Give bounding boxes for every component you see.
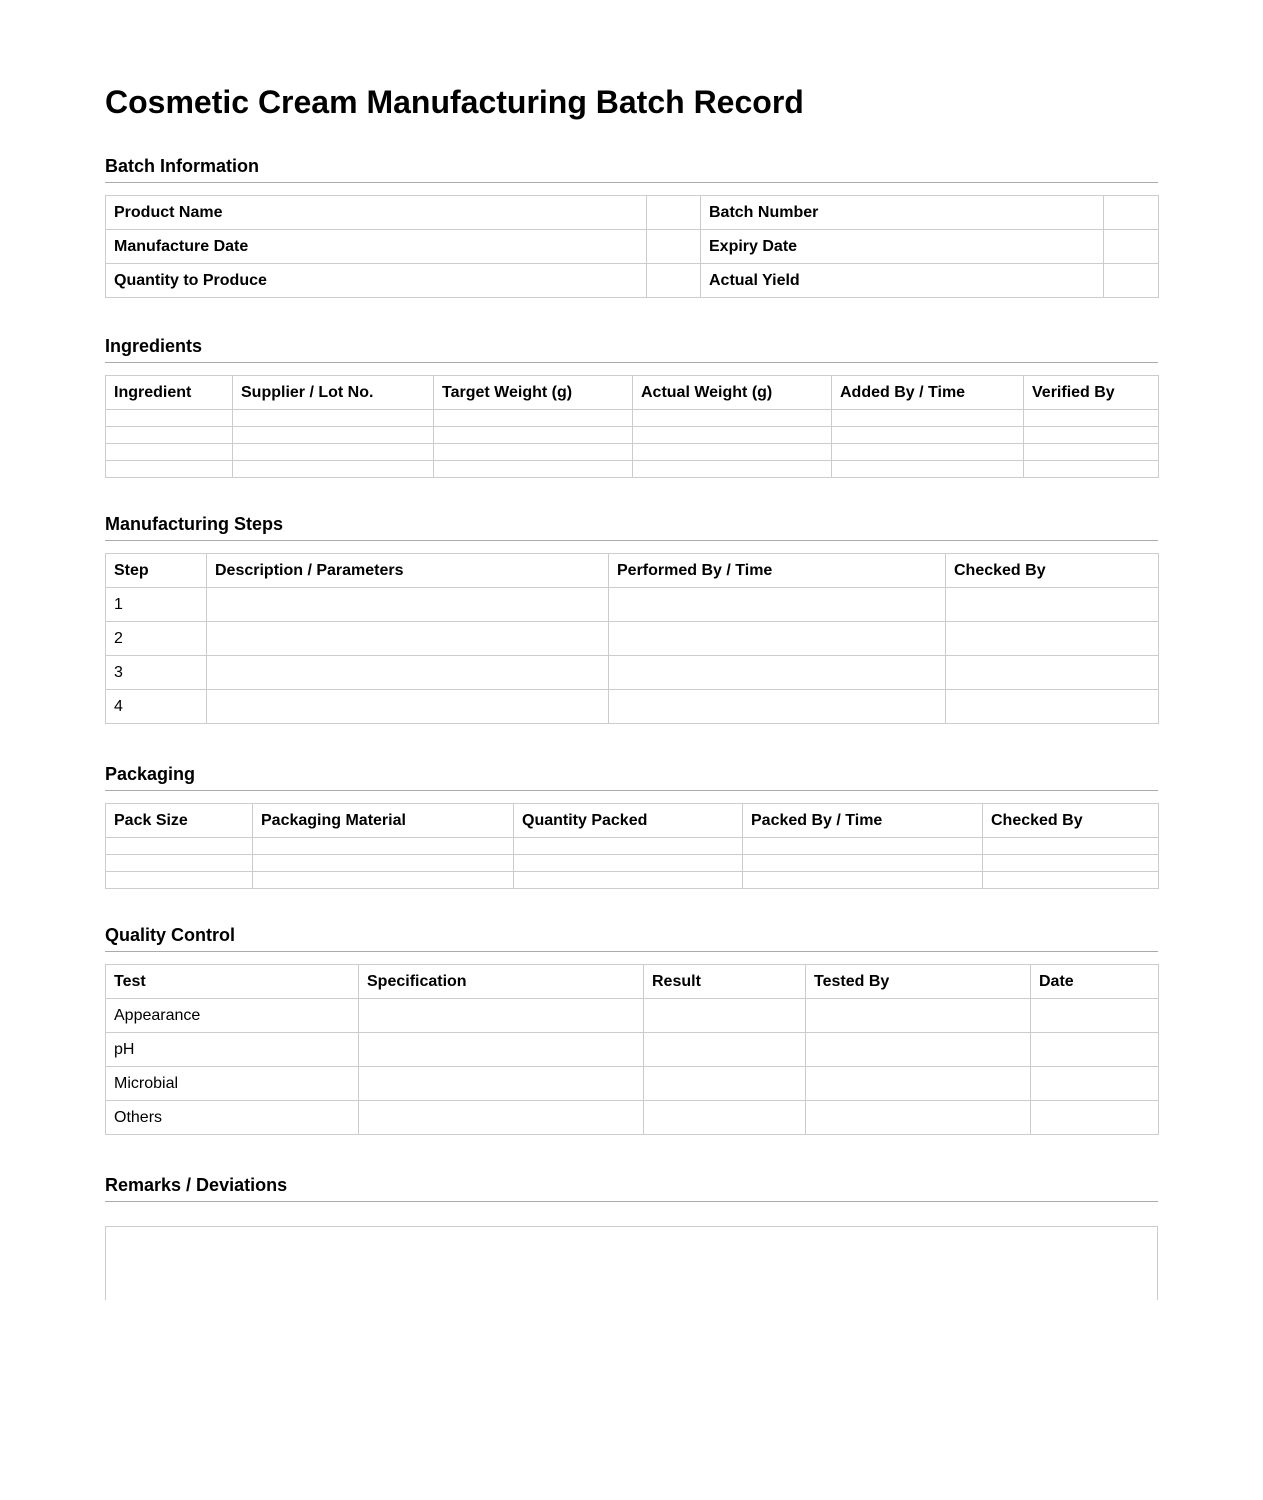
- table-header-row: [106, 965, 1159, 999]
- supplier-lot-cell[interactable]: [233, 444, 434, 461]
- supplier-lot-cell[interactable]: [233, 461, 434, 478]
- quantity-to-produce-field[interactable]: [647, 264, 701, 298]
- table-row: [106, 1101, 1159, 1135]
- manufacture-date-label: Manufacture Date: [106, 230, 647, 264]
- table-row: [106, 410, 1159, 427]
- table-row: [106, 999, 1159, 1033]
- checked-by-cell[interactable]: [946, 622, 1159, 656]
- table-row: [106, 588, 1159, 622]
- section-heading: Ingredients: [105, 335, 1158, 363]
- quality-control-table: [105, 964, 1159, 1135]
- section-heading: Packaging: [105, 763, 1158, 791]
- actual-weight-cell[interactable]: [633, 427, 832, 444]
- step-number: 3: [106, 656, 207, 690]
- table-row: [106, 230, 1159, 264]
- description-cell[interactable]: [207, 656, 609, 690]
- column-header-tested-by: Tested By: [806, 965, 1031, 999]
- table-row: [106, 427, 1159, 444]
- section-heading: Remarks / Deviations: [105, 1174, 1158, 1202]
- batch-information-section: [105, 155, 1158, 298]
- test-name: pH: [106, 1033, 359, 1067]
- actual-weight-cell[interactable]: [633, 461, 832, 478]
- test-name: Microbial: [106, 1067, 359, 1101]
- packed-by-cell[interactable]: [743, 872, 983, 889]
- packaging-section: [105, 763, 1158, 889]
- expiry-date-field[interactable]: [1104, 230, 1159, 264]
- table-row: [106, 1033, 1159, 1067]
- description-cell[interactable]: [207, 588, 609, 622]
- tested-by-cell[interactable]: [806, 1101, 1031, 1135]
- checked-by-cell[interactable]: [946, 588, 1159, 622]
- checked-by-cell[interactable]: [983, 872, 1159, 889]
- specification-cell[interactable]: [359, 1067, 644, 1101]
- tested-by-cell[interactable]: [806, 1067, 1031, 1101]
- column-header-checked-by: Checked By: [946, 554, 1159, 588]
- table-header-row: [106, 376, 1159, 410]
- supplier-lot-cell[interactable]: [233, 427, 434, 444]
- batch-number-field[interactable]: [1104, 196, 1159, 230]
- pack-size-cell[interactable]: [106, 855, 253, 872]
- packed-by-cell[interactable]: [743, 855, 983, 872]
- added-by-cell[interactable]: [832, 427, 1024, 444]
- table-row: [106, 196, 1159, 230]
- column-header-performed-by: Performed By / Time: [609, 554, 946, 588]
- description-cell[interactable]: [207, 690, 609, 724]
- checked-by-cell[interactable]: [983, 838, 1159, 855]
- description-cell[interactable]: [207, 622, 609, 656]
- actual-weight-cell[interactable]: [633, 444, 832, 461]
- date-cell[interactable]: [1031, 1101, 1159, 1135]
- column-header-result: Result: [644, 965, 806, 999]
- quantity-packed-cell[interactable]: [514, 838, 743, 855]
- column-header-packed-by: Packed By / Time: [743, 804, 983, 838]
- ingredient-cell[interactable]: [106, 444, 233, 461]
- column-header-specification: Specification: [359, 965, 644, 999]
- actual-yield-field[interactable]: [1104, 264, 1159, 298]
- test-name: Appearance: [106, 999, 359, 1033]
- added-by-cell[interactable]: [832, 444, 1024, 461]
- checked-by-cell[interactable]: [983, 855, 1159, 872]
- result-cell[interactable]: [644, 1067, 806, 1101]
- supplier-lot-cell[interactable]: [233, 410, 434, 427]
- target-weight-cell[interactable]: [434, 461, 633, 478]
- specification-cell[interactable]: [359, 1033, 644, 1067]
- added-by-cell[interactable]: [832, 461, 1024, 478]
- added-by-cell[interactable]: [832, 410, 1024, 427]
- performed-by-cell[interactable]: [609, 588, 946, 622]
- column-header-description: Description / Parameters: [207, 554, 609, 588]
- pack-size-cell[interactable]: [106, 872, 253, 889]
- column-header-date: Date: [1031, 965, 1159, 999]
- verified-by-cell[interactable]: [1024, 410, 1159, 427]
- batch-number-label: Batch Number: [701, 196, 1104, 230]
- manufacturing-steps-section: [105, 513, 1158, 724]
- pack-size-cell[interactable]: [106, 838, 253, 855]
- date-cell[interactable]: [1031, 1033, 1159, 1067]
- target-weight-cell[interactable]: [434, 444, 633, 461]
- product-name-field[interactable]: [647, 196, 701, 230]
- result-cell[interactable]: [644, 1101, 806, 1135]
- column-header-quantity-packed: Quantity Packed: [514, 804, 743, 838]
- column-header-checked-by: Checked By: [983, 804, 1159, 838]
- page-clip-blank: [0, 1300, 1263, 1500]
- quality-control-section: [105, 924, 1158, 1135]
- ingredients-section: [105, 335, 1158, 478]
- column-header-supplier-lot: Supplier / Lot No.: [233, 376, 434, 410]
- packaging-material-cell[interactable]: [253, 855, 514, 872]
- table-row: [106, 1067, 1159, 1101]
- result-cell[interactable]: [644, 999, 806, 1033]
- section-heading: Quality Control: [105, 924, 1158, 952]
- ingredient-cell[interactable]: [106, 427, 233, 444]
- packaging-material-cell[interactable]: [253, 872, 514, 889]
- verified-by-cell[interactable]: [1024, 427, 1159, 444]
- quantity-packed-cell[interactable]: [514, 872, 743, 889]
- manufacturing-steps-table: [105, 553, 1159, 724]
- section-heading: Batch Information: [105, 155, 1158, 183]
- checked-by-cell[interactable]: [946, 690, 1159, 724]
- page-title: Cosmetic Cream Manufacturing Batch Record: [105, 84, 804, 120]
- checked-by-cell[interactable]: [946, 656, 1159, 690]
- test-name: Others: [106, 1101, 359, 1135]
- table-header-row: [106, 554, 1159, 588]
- verified-by-cell[interactable]: [1024, 444, 1159, 461]
- target-weight-cell[interactable]: [434, 427, 633, 444]
- column-header-step: Step: [106, 554, 207, 588]
- column-header-target-weight: Target Weight (g): [434, 376, 633, 410]
- actual-yield-label: Actual Yield: [701, 264, 1104, 298]
- table-row: [106, 690, 1159, 724]
- step-number: 4: [106, 690, 207, 724]
- target-weight-cell[interactable]: [434, 410, 633, 427]
- quantity-packed-cell[interactable]: [514, 855, 743, 872]
- table-row: [106, 855, 1159, 872]
- column-header-pack-size: Pack Size: [106, 804, 253, 838]
- table-row: [106, 838, 1159, 855]
- quantity-to-produce-label: Quantity to Produce: [106, 264, 647, 298]
- performed-by-cell[interactable]: [609, 622, 946, 656]
- performed-by-cell[interactable]: [609, 690, 946, 724]
- table-row: [106, 264, 1159, 298]
- column-header-verified-by: Verified By: [1024, 376, 1159, 410]
- column-header-packaging-material: Packaging Material: [253, 804, 514, 838]
- expiry-date-label: Expiry Date: [701, 230, 1104, 264]
- performed-by-cell[interactable]: [609, 656, 946, 690]
- result-cell[interactable]: [644, 1033, 806, 1067]
- ingredient-cell[interactable]: [106, 410, 233, 427]
- column-header-test: Test: [106, 965, 359, 999]
- column-header-ingredient: Ingredient: [106, 376, 233, 410]
- product-name-label: Product Name: [106, 196, 647, 230]
- manufacture-date-field[interactable]: [647, 230, 701, 264]
- table-row: [106, 461, 1159, 478]
- packed-by-cell[interactable]: [743, 838, 983, 855]
- section-heading: Manufacturing Steps: [105, 513, 1158, 541]
- column-header-actual-weight: Actual Weight (g): [633, 376, 832, 410]
- batch-information-table: [105, 195, 1159, 298]
- table-header-row: [106, 804, 1159, 838]
- ingredients-table: [105, 375, 1159, 478]
- actual-weight-cell[interactable]: [633, 410, 832, 427]
- step-number: 2: [106, 622, 207, 656]
- table-row: [106, 444, 1159, 461]
- specification-cell[interactable]: [359, 1101, 644, 1135]
- remarks-section: [105, 1174, 1158, 1316]
- table-row: [106, 656, 1159, 690]
- tested-by-cell[interactable]: [806, 1033, 1031, 1067]
- date-cell[interactable]: [1031, 1067, 1159, 1101]
- table-row: [106, 622, 1159, 656]
- packaging-table: [105, 803, 1159, 889]
- ingredient-cell[interactable]: [106, 461, 233, 478]
- packaging-material-cell[interactable]: [253, 838, 514, 855]
- tested-by-cell[interactable]: [806, 999, 1031, 1033]
- step-number: 1: [106, 588, 207, 622]
- date-cell[interactable]: [1031, 999, 1159, 1033]
- table-row: [106, 872, 1159, 889]
- verified-by-cell[interactable]: [1024, 461, 1159, 478]
- column-header-added-by: Added By / Time: [832, 376, 1024, 410]
- specification-cell[interactable]: [359, 999, 644, 1033]
